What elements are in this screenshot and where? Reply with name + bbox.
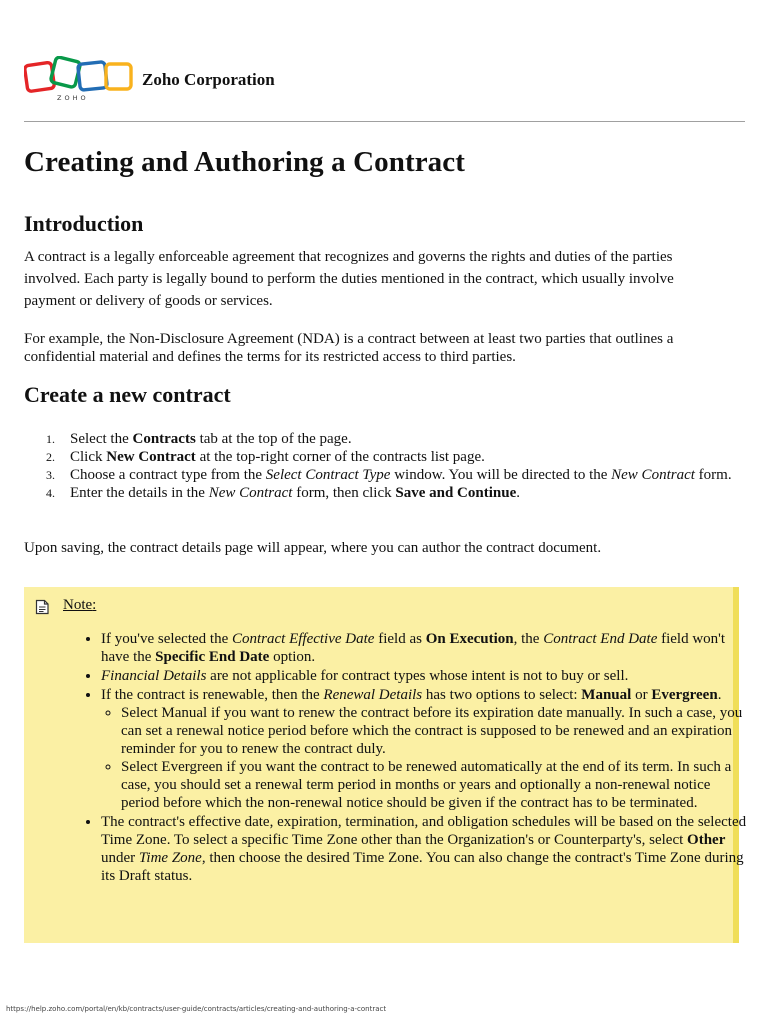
step-number: 2. xyxy=(46,450,55,464)
page-header xyxy=(24,56,745,102)
step-text: tab at the top of the page. xyxy=(195,431,352,447)
note-item xyxy=(101,813,749,885)
note-emphasis: Contract End Date xyxy=(543,631,658,647)
step-emphasis: New Contract xyxy=(106,449,196,465)
step-emphasis: Contracts xyxy=(132,431,196,447)
note-label-text: Note xyxy=(63,597,93,613)
renewal-option-manual: ◦ Select Manual if you want to renew the contract before its expiration date manually. In such a case, you can set a renewal notice period before which the contract is supposed to be renewed and an expiration reminder for you to renew the contract duly. xyxy=(121,704,749,758)
note-text: If the contract is renewable, then the xyxy=(101,687,324,703)
page-title: Creating and Authoring a Contract xyxy=(24,146,466,178)
step-item xyxy=(24,430,745,448)
step-text: Click xyxy=(70,449,107,465)
note-text: The contract's effective date, expiration, termination, and obligation schedules will be based on the selected Time Zone. To select a specific Time Zone other than the Organization's or Counterparty's, select xyxy=(101,814,747,848)
step-number: 1. xyxy=(46,432,55,446)
note-emphasis: Manual xyxy=(581,687,632,703)
zoho-logo xyxy=(24,56,134,102)
step-emphasis: Save and Continue xyxy=(395,485,517,501)
note-emphasis: Financial Details xyxy=(101,668,207,684)
step-emphasis: Select Contract Type xyxy=(265,467,391,483)
document-note-icon xyxy=(35,599,50,620)
note-text: or xyxy=(631,687,652,703)
note-text: , the xyxy=(513,631,544,647)
svg-text:ZOHO: ZOHO xyxy=(57,94,89,102)
header-divider xyxy=(24,121,745,122)
note-text: field won't have the xyxy=(101,631,726,665)
note-text: If you've selected the xyxy=(101,631,232,647)
intro-paragraph: A contract is a legally enforceable agreement that recognizes and governs the rights and duties of the parties involved. Each party is legally bound to perform the duties mentioned in the contract, which usually involve payment or delivery of goods or services. xyxy=(24,249,674,309)
note-text: are not applicable for contract types whose intent is not to buy or sell. xyxy=(206,668,629,684)
note-emphasis: Other xyxy=(687,832,726,848)
note-text: option. xyxy=(269,649,316,665)
note-emphasis: Renewal Details xyxy=(323,687,423,703)
step-item xyxy=(24,466,745,484)
example-paragraph: For example, the Non-Disclosure Agreement (NDA) is a contract between at least two parties that outlines a confidential material and defines the terms for its restricted access to third parties. xyxy=(24,331,674,365)
step-text: Choose a contract type from the xyxy=(70,467,266,483)
step-number: 4. xyxy=(46,486,55,500)
step-text: form. xyxy=(694,467,732,483)
note-emphasis: Evergreen xyxy=(651,687,718,703)
step-text: Select the xyxy=(70,431,133,447)
company-name: Zoho Corporation xyxy=(142,70,275,89)
step-emphasis: New Contract xyxy=(208,485,293,501)
note-text: field as xyxy=(374,631,426,647)
step-text: Enter the details in the xyxy=(70,485,209,501)
note-emphasis: Time Zone xyxy=(138,850,202,866)
footer-url: https://help.zoho.com/portal/en/kb/contracts/user-guide/contracts/articles/creating-and-authoring-a-contract xyxy=(6,1005,387,1013)
note-text: has two options to select: xyxy=(422,687,582,703)
note-text: under xyxy=(101,850,139,866)
note-text: , then choose the desired Time Zone. You can also change the contract's Time Zone during its Draft status. xyxy=(101,850,744,884)
renewal-option-evergreen: ◦ Select Evergreen if you want the contract to be renewed automatically at the end of its term. In such a case, you should set a renewal term period in months or years and optionally a non-renewal notice period before which the non-renewal notice should be given if the contract has to be terminated. xyxy=(121,758,749,812)
note-item xyxy=(101,630,749,666)
note-emphasis: On Execution xyxy=(425,631,514,647)
note-emphasis: Specific End Date xyxy=(155,649,270,665)
step-text: form, then click xyxy=(292,485,396,501)
note-emphasis: Contract Effective Date xyxy=(231,631,375,647)
step-text: window. You will be directed to the xyxy=(390,467,612,483)
step-text: . xyxy=(516,485,520,501)
note-list xyxy=(82,630,749,886)
note-item xyxy=(101,686,749,812)
note-colon: : xyxy=(92,597,97,613)
create-contract-heading: Create a new contract xyxy=(24,382,231,407)
after-save-paragraph: Upon saving, the contract details page will appear, where you can author the contract document. xyxy=(24,540,602,556)
intro-heading: Introduction xyxy=(24,211,144,236)
note-label xyxy=(63,597,96,614)
note-text: . xyxy=(717,687,722,703)
step-item xyxy=(24,448,745,466)
step-text: at the top-right corner of the contracts list page. xyxy=(195,449,485,465)
note-item xyxy=(101,667,749,685)
steps-list xyxy=(24,430,745,502)
renewal-options-list xyxy=(101,704,749,812)
step-emphasis: New Contract xyxy=(611,467,695,483)
note-box xyxy=(24,587,747,943)
step-number: 3. xyxy=(46,468,55,482)
step-item xyxy=(24,484,745,502)
